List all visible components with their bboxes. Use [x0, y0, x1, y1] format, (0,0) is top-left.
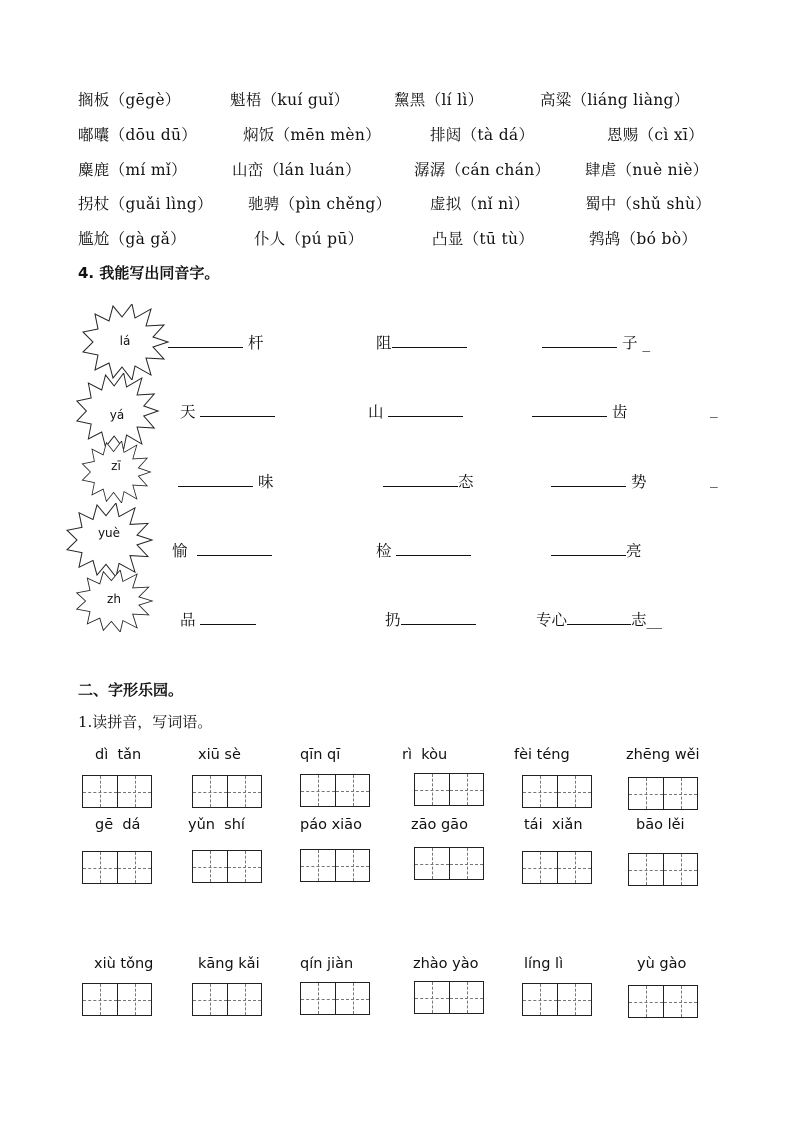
answer-blank[interactable] [551, 470, 626, 487]
writing-grid[interactable] [628, 985, 698, 1018]
word-pair: 肆虐（nuè niè） [585, 161, 709, 179]
answer-blank[interactable] [168, 331, 243, 348]
word-pair: 凸显（tū tù） [432, 230, 535, 248]
answer-blank[interactable] [200, 608, 256, 625]
word-pair: 驰骋（pìn chěng） [248, 195, 392, 213]
blank-item: 味 [178, 470, 273, 492]
pinyin-prompt: yǔn shí [188, 817, 245, 833]
section-heading: 二、字形乐园。 [78, 681, 184, 699]
word-pair: 尴尬（gà gǎ） [78, 230, 186, 248]
writing-grid[interactable] [192, 775, 262, 808]
blank-item: 亮 [551, 539, 642, 561]
word-pair: 排闼（tà dá） [430, 126, 535, 144]
answer-blank[interactable] [388, 400, 463, 417]
word-pair: 黧黑（lí lì） [394, 91, 484, 109]
writing-grid[interactable] [82, 983, 152, 1016]
writing-grid[interactable] [300, 849, 370, 882]
word-pair: 魁梧（kuí guǐ） [230, 91, 350, 109]
pinyin-prompt: kāng kǎi [198, 956, 260, 972]
starburst-icon [64, 503, 154, 577]
blank-item: 天 [180, 400, 275, 422]
starburst-badge [64, 503, 154, 577]
answer-blank[interactable] [401, 608, 476, 625]
blank-item: 子 _ [542, 331, 650, 353]
pinyin-prompt: xiū sè [198, 747, 241, 763]
word-pair: 嘟囔（dōu dū） [78, 126, 198, 144]
word-pair: 恩赐（cì xī） [607, 126, 704, 144]
blank-item: 齿 [532, 400, 627, 422]
word-pair: 鹁鸪（bó bò） [589, 230, 698, 248]
pinyin-prompt: tái xiǎn [524, 817, 583, 833]
starburst-badge [74, 373, 160, 449]
pinyin-label: lá [119, 334, 131, 348]
pinyin-prompt: qīn qī [300, 747, 341, 763]
blank-item: 阻 [376, 331, 467, 353]
writing-grid[interactable] [192, 850, 262, 883]
answer-blank[interactable] [567, 608, 631, 625]
word-pair: 蜀中（shǔ shù） [585, 195, 712, 213]
answer-blank[interactable] [551, 539, 626, 556]
blank-mark: _ [710, 400, 718, 418]
pinyin-prompt: líng lì [524, 956, 564, 972]
word-pair: 拐杖（guǎi lìng） [78, 195, 213, 213]
writing-grid[interactable] [414, 773, 484, 806]
writing-grid[interactable] [628, 853, 698, 886]
pinyin-prompt: fèi téng [514, 747, 570, 763]
pinyin-prompt: zhào yào [413, 956, 479, 972]
answer-blank[interactable] [197, 539, 272, 556]
answer-blank[interactable] [532, 400, 607, 417]
writing-grid[interactable] [522, 983, 592, 1016]
word-pair: 潺潺（cán chán） [414, 161, 551, 179]
word-pair: 焖饭（mēn mèn） [243, 126, 381, 144]
section-heading: 4. 我能写出同音字。 [78, 264, 220, 282]
starburst-badge [80, 304, 170, 380]
word-pair: 搁板（gēgè） [78, 91, 181, 109]
writing-grid[interactable] [300, 774, 370, 807]
word-pair: 虚拟（nǐ nì） [430, 195, 530, 213]
writing-grid[interactable] [414, 981, 484, 1014]
answer-blank[interactable] [392, 331, 467, 348]
pinyin-prompt: qín jiàn [300, 956, 354, 972]
pinyin-label: yá [109, 408, 125, 422]
answer-blank[interactable] [542, 331, 617, 348]
blank-item: 检 [376, 539, 471, 561]
pinyin-prompt: bāo lěi [636, 817, 685, 833]
pinyin-prompt: dì tǎn [95, 747, 142, 763]
pinyin-prompt: gē dá [95, 817, 141, 833]
word-pair: 麋鹿（mí mǐ） [78, 161, 187, 179]
word-pair: 仆人（pú pū） [254, 230, 364, 248]
blank-mark: _ [710, 470, 718, 488]
blank-item: 态 [383, 470, 474, 492]
blank-item: 扔 [385, 608, 476, 630]
pinyin-label: zī [111, 459, 121, 473]
word-pair: 山峦（lán luán） [232, 161, 361, 179]
pinyin-prompt: rì kòu [402, 747, 448, 763]
blank-item: 势 [551, 470, 646, 492]
writing-grid[interactable] [82, 775, 152, 808]
blank-item: 品 [180, 608, 256, 630]
blank-item: 专心 志__ [536, 608, 662, 630]
blank-item: 山 [368, 400, 463, 422]
answer-blank[interactable] [383, 470, 458, 487]
word-pair: 高粱（liáng liàng） [540, 91, 690, 109]
starburst-badge [80, 441, 152, 503]
writing-grid[interactable] [628, 777, 698, 810]
pinyin-prompt: yù gào [637, 956, 687, 972]
pinyin-prompt: xiù tǒng [94, 956, 154, 972]
answer-blank[interactable] [178, 470, 253, 487]
answer-blank[interactable] [396, 539, 471, 556]
writing-grid[interactable] [82, 851, 152, 884]
writing-grid[interactable] [522, 775, 592, 808]
writing-grid[interactable] [300, 982, 370, 1015]
blank-item: 愉 [172, 539, 272, 561]
task-title: 1.读拼音，写词语。 [78, 713, 213, 731]
pinyin-prompt: zhēng wěi [626, 747, 700, 763]
pinyin-prompt: páo xiāo [300, 817, 362, 833]
writing-grid[interactable] [522, 851, 592, 884]
writing-grid[interactable] [192, 983, 262, 1016]
starburst-badge [74, 570, 154, 632]
pinyin-prompt: zāo gāo [411, 817, 468, 833]
pinyin-label: zh [107, 592, 121, 606]
answer-blank[interactable] [200, 400, 275, 417]
writing-grid[interactable] [414, 847, 484, 880]
pinyin-label: yuè [97, 526, 121, 540]
blank-item: 杆 [168, 331, 263, 353]
